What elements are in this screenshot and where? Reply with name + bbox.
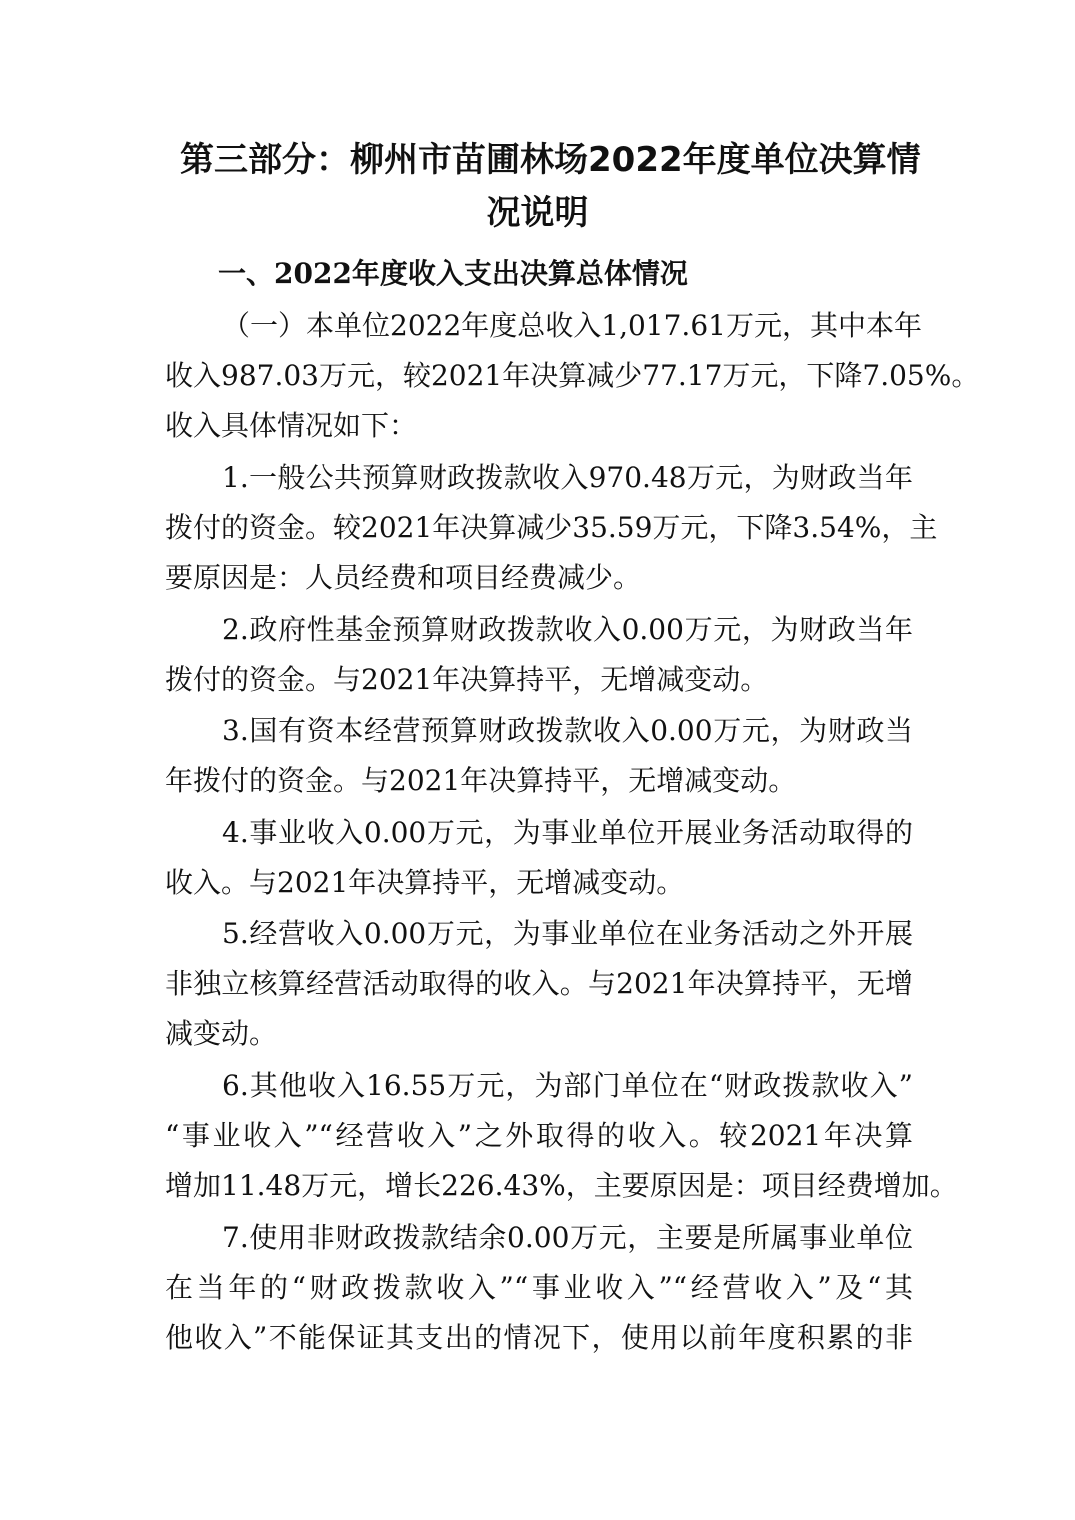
page-title-line-2: 况说明 <box>486 193 589 233</box>
paragraph-line: 3.国有资本经营预算财政拨款收入0.00万元，为财政当 <box>222 714 913 747</box>
paragraph-line: 在当年的“财政拨款收入”“事业收入”“经营收入”及“其 <box>165 1271 913 1304</box>
paragraph-line: （一）本单位2022年度总收入1,017.61万元，其中本年 <box>222 309 922 342</box>
paragraph-line: 增加11.48万元，增长226.43%，主要原因是：项目经费增加。 <box>165 1169 958 1202</box>
paragraph-line: 收入。与2021年决算持平，无增减变动。 <box>165 866 685 899</box>
paragraph-line: 7.使用非财政拨款结余0.00万元，主要是所属事业单位 <box>222 1221 913 1254</box>
paragraph-line: 6.其他收入16.55万元，为部门单位在“财政拨款收入” <box>222 1069 913 1102</box>
section-heading: 一、2022年度收入支出决算总体情况 <box>218 257 688 290</box>
paragraph-line: 1.一般公共预算财政拨款收入970.48万元，为财政当年 <box>222 461 913 494</box>
paragraph-line: 4.事业收入0.00万元，为事业单位开展业务活动取得的 <box>222 816 913 849</box>
paragraph-line: 收入具体情况如下： <box>165 409 418 442</box>
paragraph-line: 2.政府性基金预算财政拨款收入0.00万元，为财政当年 <box>222 613 913 646</box>
paragraph-line: “事业收入”“经营收入”之外取得的收入。较2021年决算 <box>165 1119 913 1152</box>
paragraph-line: 非独立核算经营活动取得的收入。与2021年决算持平，无增 <box>165 967 913 1000</box>
paragraph-line: 年拨付的资金。与2021年决算持平，无增减变动。 <box>165 764 797 797</box>
paragraph-line: 减变动。 <box>165 1017 278 1050</box>
paragraph-line: 拨付的资金。较2021年决算减少35.59万元，下降3.54%，主 <box>165 511 938 544</box>
paragraph-line: 5.经营收入0.00万元，为事业单位在业务活动之外开展 <box>222 917 913 950</box>
page-title-line-1: 第三部分：柳州市苗圃林场2022年度单位决算情 <box>180 140 921 180</box>
paragraph-line: 拨付的资金。与2021年决算持平，无增减变动。 <box>165 663 769 696</box>
paragraph-line: 要原因是：人员经费和项目经费减少。 <box>165 561 642 594</box>
paragraph-line: 收入987.03万元，较2021年决算减少77.17万元，下降7.05%。 <box>165 359 980 392</box>
paragraph-line: 他收入”不能保证其支出的情况下，使用以前年度积累的非 <box>165 1321 913 1354</box>
